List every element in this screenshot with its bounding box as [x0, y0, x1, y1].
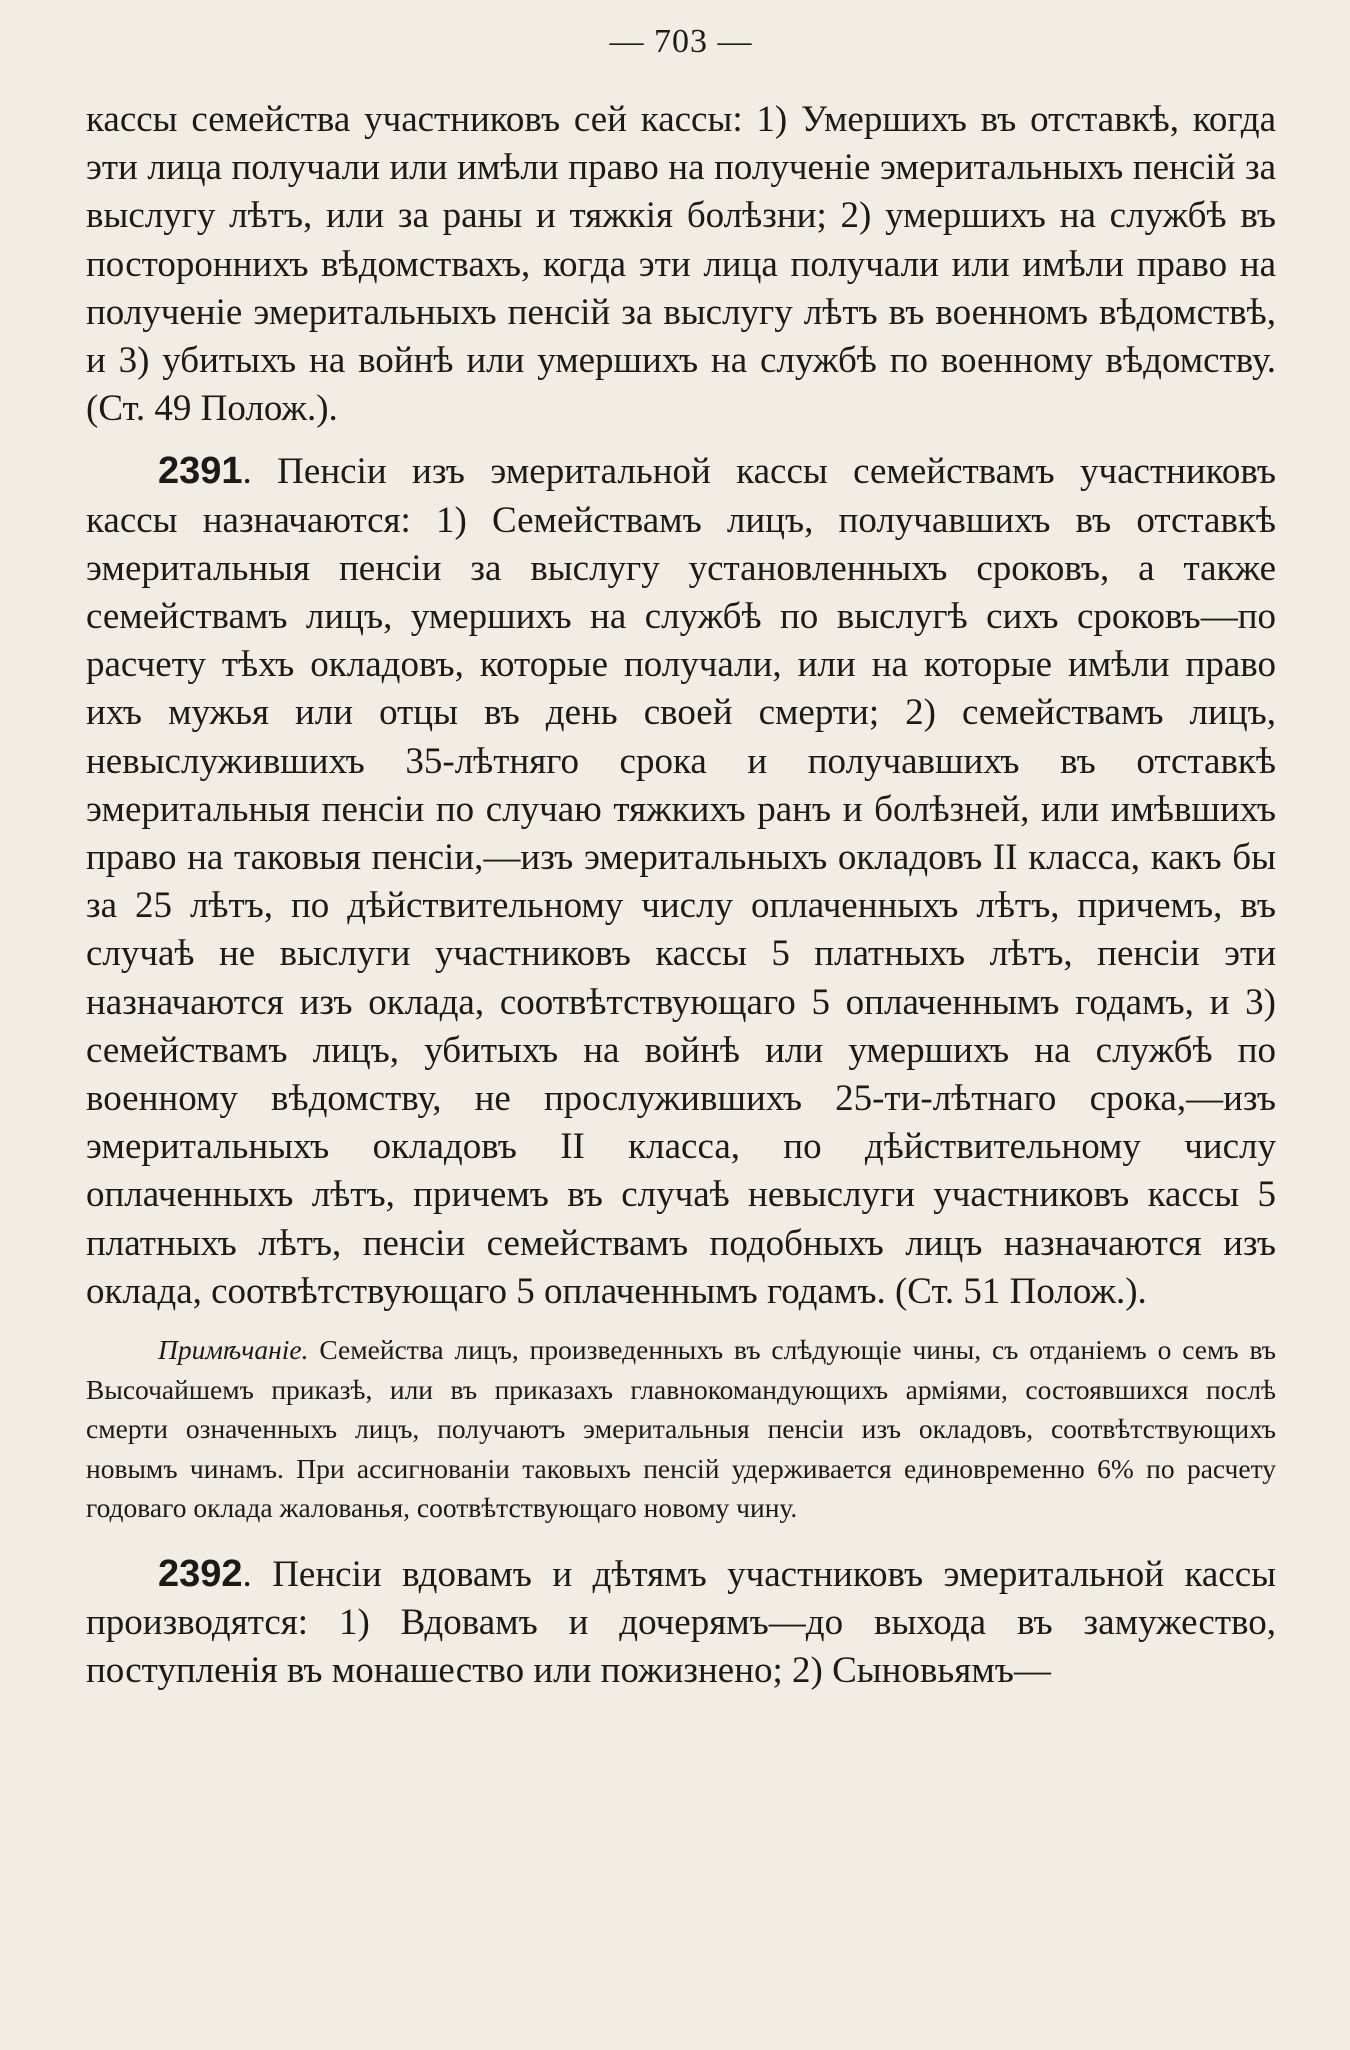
- article-number: 2392: [158, 1552, 243, 1595]
- article-number: 2391: [158, 450, 243, 493]
- document-page: [86, 18, 1276, 1707]
- paragraph-text: . Пенсіи изъ эмеритальной кассы семействамъ участниковъ кассы назначаются: 1) Семействамъ лицъ, получавшихъ въ отставкѣ эмеритальныя пенсіи за выслугу установленныхъ сроковъ, а также семействамъ лицъ, умершихъ на службѣ по выслугѣ сихъ сроковъ—по расчету тѣхъ окладовъ, которые получали, или на которые имѣли право ихъ мужья или отцы въ день своей смерти; 2) семействамъ лицъ, невыслужившихъ 35-лѣтняго срока и получавшихъ въ отставкѣ эмеритальныя пенсіи по случаю тяжкихъ ранъ и болѣзней, или имѣвшихъ право на таковыя пенсіи,—изъ эмеритальныхъ окладовъ II класса, какъ бы за 25 лѣтъ, по дѣйствительному числу оплаченныхъ лѣтъ, причемъ, въ случаѣ не выслуги участниковъ кассы 5 платныхъ лѣтъ, пенсіи эти назначаются изъ оклада, соотвѣтствующаго 5 оплаченнымъ годамъ, и 3) семействамъ лицъ, убитыхъ на войнѣ или умершихъ на службѣ по военному вѣдомству, не прослужившихъ 25-ти-лѣтнаго срока,—изъ эмеритальныхъ окладовъ II класса, по дѣйствительному числу оплаченныхъ лѣтъ, причемъ въ случаѣ невыслуги участниковъ кассы 5 платныхъ лѣтъ, пенсіи семействамъ подобныхъ лицъ назначаются изъ оклада, соотвѣтствующаго 5 оплаченнымъ годамъ. (Ст. 51 Полож.).: [86, 451, 1276, 1312]
- paragraph-continuation: [86, 96, 1276, 433]
- note-text: Семейства лицъ, произведенныхъ въ слѣдующіе чины, съ отданіемъ о семъ въ Высочайшемъ приказѣ, или въ приказахъ главнокомандующихъ арміями, состоявшихся послѣ смерти означенныхъ лицъ, получаютъ эмеритальныя пенсіи изъ окладовъ, соотвѣтствующихъ новымъ чинамъ. При ассигнованіи таковыхъ пенсій удерживается единовременно 6% по расчету годоваго оклада жалованья, соотвѣтствующаго новому чину.: [86, 1334, 1276, 1524]
- article-2392: [86, 1550, 1276, 1696]
- page-number: — 703 —: [609, 23, 753, 60]
- paragraph-text: кассы семейства участниковъ сей кассы: 1) Умершихъ въ отставкѣ, когда эти лица получали или имѣли право на полученіе эмеритальныхъ пенсій за выслугу лѣтъ, или за раны и тяжкія болѣзни; 2) умершихъ на службѣ въ постороннихъ вѣдомствахъ, когда эти лица получали или имѣли право на полученіе эмеритальныхъ пенсій за выслугу лѣтъ въ военномъ вѣдомствѣ, и 3) убитыхъ на войнѣ или умершихъ на службѣ по военному вѣдомству. (Ст. 49 Полож.).: [86, 99, 1276, 430]
- note-block: [86, 1330, 1276, 1528]
- paragraph-text: . Пенсіи вдовамъ и дѣтямъ участниковъ эмеритальной кассы производятся: 1) Вдовамъ и дочерямъ—до выхода въ замужество, поступленія въ монашество или пожизнено; 2) Сыновьямъ—: [86, 1553, 1276, 1691]
- article-2391: [86, 447, 1276, 1316]
- note-label: Примѣчаніе.: [158, 1334, 309, 1366]
